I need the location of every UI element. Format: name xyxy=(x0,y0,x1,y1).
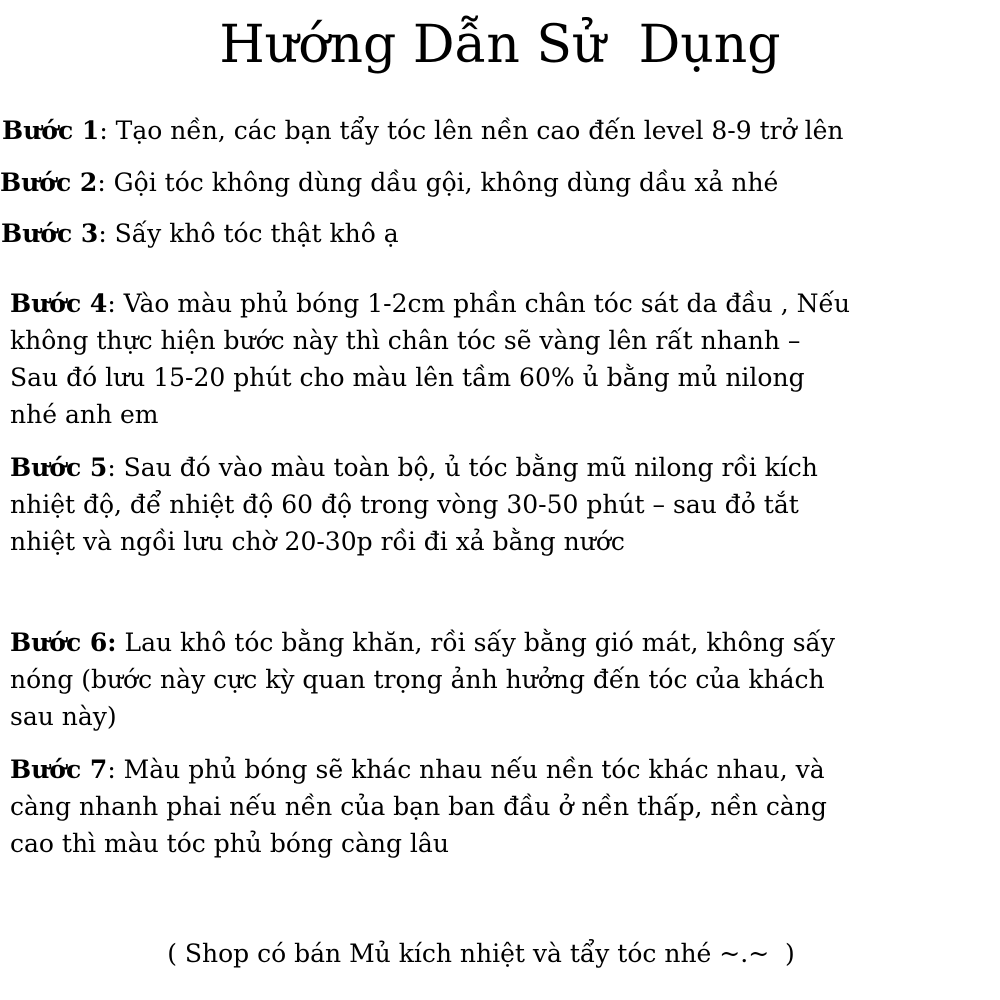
step-5-line: nhiệt độ, để nhiệt độ 60 độ trong vòng 30-50 phút – sau đỏ tắt xyxy=(10,490,799,519)
page-title: Hướng Dẫn Sử Dụng xyxy=(219,15,781,75)
step-4-label: Bước 4 xyxy=(10,289,108,318)
step-7 xyxy=(10,751,915,862)
step-5-line xyxy=(10,449,915,486)
step-2 xyxy=(0,164,778,201)
step-4-text: : Vào màu phủ bóng 1-2cm phần chân tóc sát da đầu , Nếu xyxy=(107,289,850,318)
step-1-label: Bước 1 xyxy=(2,116,100,145)
step-6-line: nóng (bước này cực kỳ quan trọng ảnh hưởng đến tóc của khách xyxy=(10,665,825,694)
step-4-line: không thực hiện bước này thì chân tóc sẽ vàng lên rất nhanh – xyxy=(10,326,801,355)
step-6-line xyxy=(10,624,915,661)
step-6-label: Bước 6: xyxy=(10,628,117,657)
step-2-text: : Gội tóc không dùng dầu gội, không dùng dầu xả nhé xyxy=(97,168,779,197)
step-5-label: Bước 5 xyxy=(10,453,108,482)
step-6-text: Lau khô tóc bằng khăn, rồi sấy bằng gió mát, không sấy xyxy=(116,628,835,657)
step-6 xyxy=(10,624,915,735)
step-1-text: : Tạo nền, các bạn tẩy tóc lên nền cao đến level 8-9 trở lên xyxy=(99,116,844,145)
step-7-label: Bước 7 xyxy=(10,755,108,784)
step-7-text: : Màu phủ bóng sẽ khác nhau nếu nền tóc khác nhau, và xyxy=(107,755,825,784)
step-7-line: càng nhanh phai nếu nền của bạn ban đầu ở nền thấp, nền càng xyxy=(10,792,827,821)
step-4-line: Sau đó lưu 15-20 phút cho màu lên tầm 60% ủ bằng mủ nilong xyxy=(10,363,805,392)
step-4-line xyxy=(10,285,915,322)
step-5 xyxy=(10,449,915,560)
step-6-line: sau này) xyxy=(10,702,117,731)
step-3-text: : Sấy khô tóc thật khô ạ xyxy=(98,219,399,248)
step-7-line: cao thì màu tóc phủ bóng càng lâu xyxy=(10,829,449,858)
step-7-line xyxy=(10,751,915,788)
step-5-text: : Sau đó vào màu toàn bộ, ủ tóc bằng mũ nilong rồi kích xyxy=(107,453,818,482)
step-5-line: nhiệt và ngồi lưu chờ 20-30p rồi đi xả bằng nước xyxy=(10,527,625,556)
footer-note: ( Shop có bán Mủ kích nhiệt và tẩy tóc nhé ~.~ ) xyxy=(167,939,795,968)
step-3 xyxy=(1,215,399,252)
step-4 xyxy=(10,285,915,433)
step-4-line: nhé anh em xyxy=(10,400,159,429)
step-3-label: Bước 3 xyxy=(1,219,99,248)
step-2-label: Bước 2 xyxy=(0,168,98,197)
step-1 xyxy=(2,112,843,149)
